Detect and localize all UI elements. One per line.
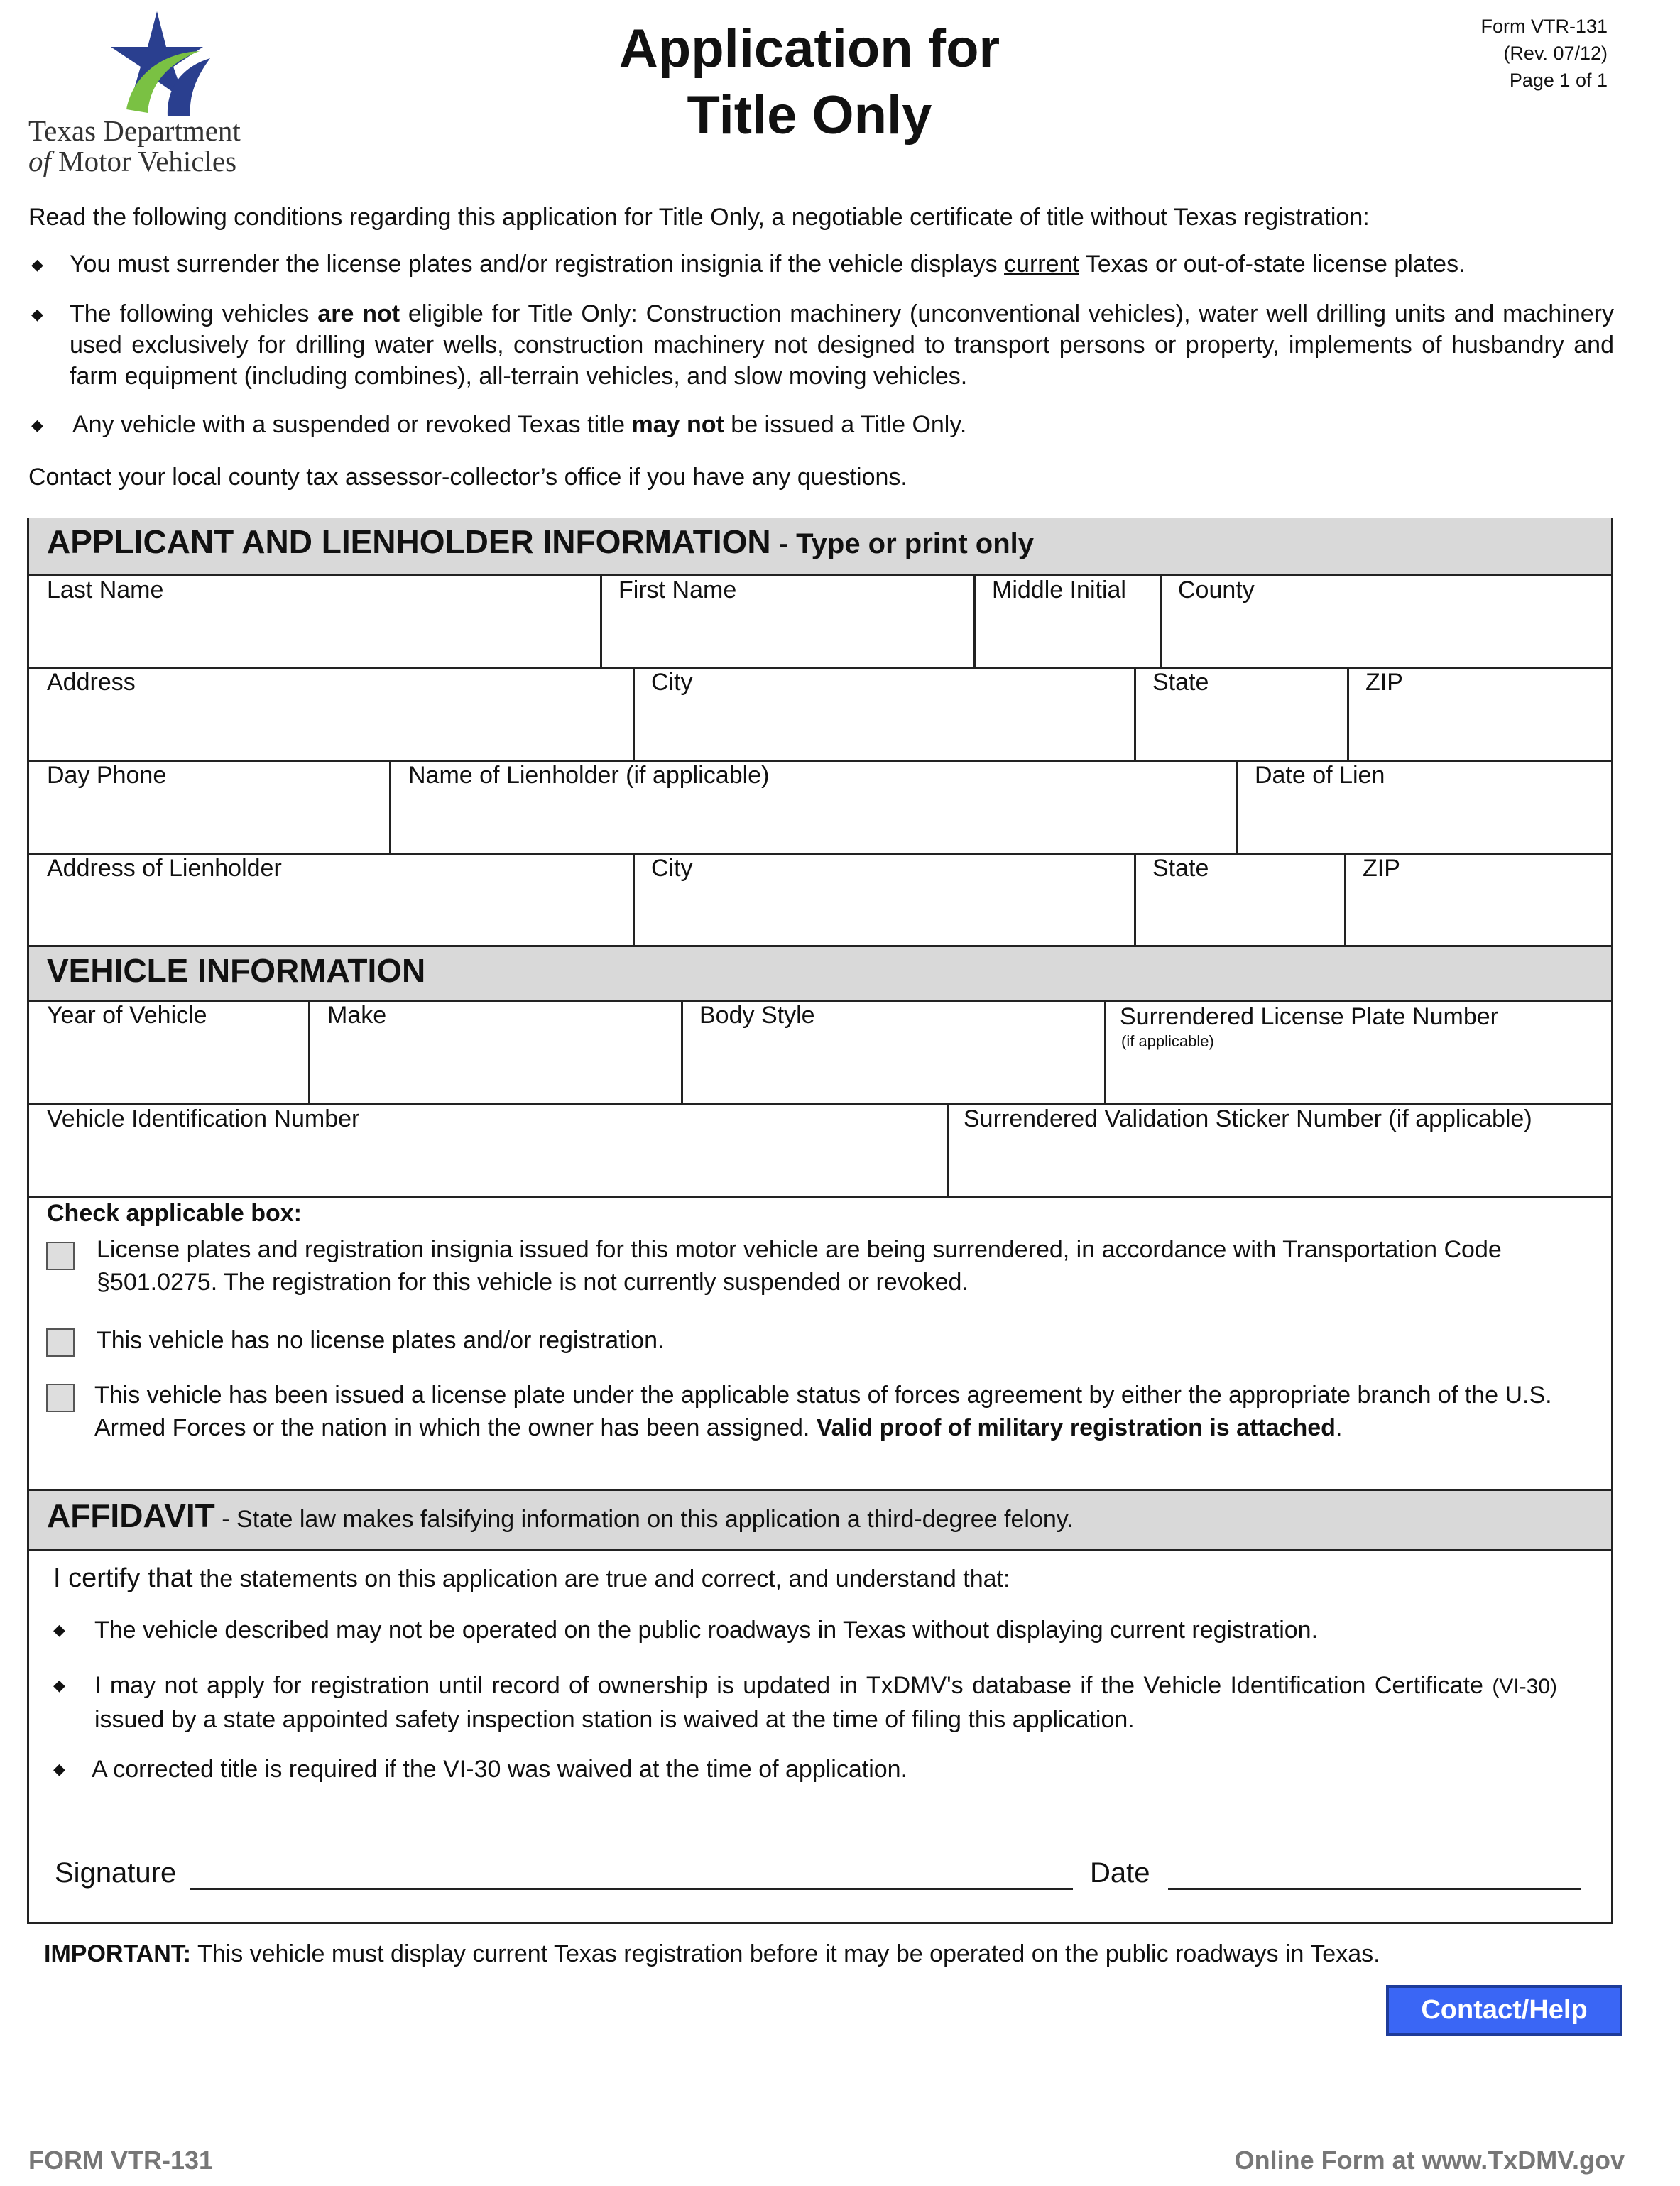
contact-help-button[interactable]: Contact/Help	[1386, 1985, 1622, 2036]
state-label: State	[1152, 669, 1209, 696]
lienholder-name-label: Name of Lienholder (if applicable)	[408, 762, 770, 789]
no-plates-option-text: This vehicle has no license plates and/or registration.	[97, 1327, 665, 1354]
affidavit-bullet-1: The vehicle described may not be operated on the public roadways in Texas without displaying current registration.	[94, 1617, 1319, 1644]
plate-number-label: Surrendered License Plate Number	[1120, 1003, 1498, 1030]
divider	[1104, 1001, 1106, 1104]
affidavit-dash: -	[214, 1506, 237, 1533]
bullet-icon: ◆	[31, 305, 43, 323]
check-heading: Check applicable box:	[47, 1200, 302, 1227]
certify-lead-rest: the statements on this application are true and correct, and understand that:	[192, 1565, 1010, 1592]
form-revision: (Rev. 07/12)	[1503, 43, 1608, 64]
form-number: Form VTR-131	[1480, 16, 1608, 37]
divider	[681, 1001, 683, 1104]
important-notice	[44, 1938, 1606, 1969]
lienholder-address-label: Address of Lienholder	[47, 855, 282, 882]
divider	[1160, 576, 1162, 667]
footer-form-number: FORM VTR-131	[28, 2146, 214, 2175]
no-plates-checkbox[interactable]	[46, 1328, 75, 1357]
middle-initial-label: Middle Initial	[992, 576, 1126, 603]
divider	[1344, 854, 1346, 946]
vehicle-section-header	[29, 945, 1611, 1002]
bullet-icon: ◆	[31, 416, 43, 434]
bullet-1-underline: current	[1004, 251, 1079, 278]
affidavit-section-header	[29, 1489, 1611, 1551]
application-form	[27, 518, 1613, 1924]
divider	[633, 668, 635, 760]
certify-lead-big: I certify that	[53, 1563, 193, 1593]
address-label: Address	[47, 669, 136, 696]
form-meta	[1324, 13, 1608, 94]
title-line-1: Application for	[618, 18, 1000, 79]
intro-lead: Read the following conditions regarding this application for Title Only, a negotiable certificate of title without Texas registration:	[28, 204, 1370, 231]
divider	[1134, 854, 1136, 946]
affidavit-note: State law makes falsifying information on this application a third-degree felony.	[236, 1506, 1074, 1533]
military-option-text	[94, 1379, 1593, 1444]
divider	[1236, 761, 1238, 853]
vin-label: Vehicle Identification Number	[47, 1105, 360, 1132]
military-checkbox[interactable]	[46, 1384, 75, 1412]
row-divider	[29, 1196, 1611, 1198]
lienholder-zip-label: ZIP	[1363, 855, 1400, 882]
bullet-1-text: You must surrender the license plates and/or registration insignia if the vehicle displays	[70, 251, 1005, 278]
date-of-lien-label: Date of Lien	[1255, 762, 1385, 789]
divider	[633, 854, 635, 946]
zip-label: ZIP	[1365, 669, 1403, 696]
page-title	[454, 16, 1164, 149]
plate-number-note: (if applicable)	[1121, 1032, 1214, 1050]
divider	[600, 576, 602, 667]
applicant-heading-text: APPLICANT AND LIENHOLDER INFORMATION	[47, 523, 771, 560]
important-label: IMPORTANT:	[44, 1940, 192, 1967]
applicant-section-header	[29, 518, 1611, 576]
date-line[interactable]	[1168, 1888, 1581, 1890]
military-text: This vehicle has been issued a license plate under the applicable status of forces agreement by either the appropriate branch of the U.S. Armed Forces or the nation in which the owner has been assigned.	[94, 1382, 1552, 1441]
bullet-3-text-end: be issued a Title Only.	[724, 411, 967, 438]
year-label: Year of Vehicle	[47, 1002, 207, 1029]
make-label: Make	[327, 1002, 387, 1029]
body-style-label: Body Style	[699, 1002, 815, 1029]
applicant-subheading: - Type or print only	[770, 528, 1034, 559]
affidavit-bullet-2-text-end: issued by a state appointed safety inspection station is waived at the time of filing this application.	[94, 1706, 1135, 1733]
bullet-icon: ◆	[53, 1676, 65, 1694]
military-bold: Valid proof of military registration is attached	[816, 1414, 1336, 1441]
bullet-icon: ◆	[53, 1621, 65, 1639]
bullet-3-text: Any vehicle with a suspended or revoked Texas title	[72, 411, 632, 438]
lienholder-state-label: State	[1152, 855, 1209, 882]
surrendered-checkbox[interactable]	[46, 1242, 75, 1270]
affidavit-heading	[47, 1497, 1074, 1535]
certify-lead	[53, 1564, 1010, 1593]
affidavit-bullet-2-small: (VI-30)	[1492, 1675, 1557, 1698]
affidavit-heading-text: AFFIDAVIT	[47, 1497, 215, 1534]
intro-contact: Contact your local county tax assessor-collector’s office if you have any questions.	[28, 464, 907, 491]
divider	[389, 761, 391, 853]
city-label: City	[651, 669, 693, 696]
bullet-2-text: The following vehicles	[70, 300, 318, 327]
county-label: County	[1178, 576, 1255, 603]
footer-online-link[interactable]: Online Form at www.TxDMV.gov	[1234, 2146, 1625, 2175]
affidavit-bullet-2	[94, 1669, 1557, 1736]
vehicle-heading: VEHICLE INFORMATION	[47, 952, 426, 989]
intro-bullet-1	[70, 248, 1625, 280]
applicant-heading	[47, 523, 1034, 561]
agency-line-1: Texas Department	[28, 114, 241, 147]
military-text-end: .	[1335, 1414, 1343, 1441]
intro-bullet-2	[70, 298, 1614, 392]
divider	[947, 1105, 949, 1197]
star-logo-icon	[82, 10, 224, 116]
bullet-2-bold: are not	[317, 300, 400, 327]
first-name-label: First Name	[618, 576, 737, 603]
lienholder-city-label: City	[651, 855, 693, 882]
divider	[308, 1001, 310, 1104]
bullet-2-text-end: eligible for Title Only: Construction machinery (unconventional vehicles), water well drilling units and machinery used exclusively for drilling water wells, construction machinery not designed to transport persons or property, implements of husbandry and farm equipment (including combines), all-terrain vehicles, and slow moving vehicles.	[70, 300, 1614, 390]
important-text: This vehicle must display current Texas registration before it may be operated on the public roadways in Texas.	[191, 1940, 1380, 1967]
divider	[973, 576, 976, 667]
bullet-icon: ◆	[53, 1760, 65, 1778]
sticker-label: Surrendered Validation Sticker Number (if applicable)	[964, 1105, 1532, 1132]
bullet-3-bold: may not	[631, 411, 724, 438]
day-phone-label: Day Phone	[47, 762, 167, 789]
page-number: Page 1 of 1	[1509, 70, 1608, 91]
divider	[1347, 668, 1349, 760]
agency-of: of	[28, 145, 51, 177]
date-label: Date	[1090, 1857, 1150, 1889]
signature-label: Signature	[55, 1857, 177, 1889]
agency-name	[28, 116, 241, 177]
divider	[1134, 668, 1136, 760]
last-name-label: Last Name	[47, 576, 164, 603]
title-line-2: Title Only	[687, 85, 932, 146]
bullet-icon: ◆	[31, 256, 43, 273]
agency-line-2: Motor Vehicles	[58, 145, 237, 177]
affidavit-bullet-2-text: I may not apply for registration until record of ownership is updated in TxDMV's database if the Vehicle Identification Certificate	[94, 1672, 1493, 1699]
bullet-1-text-end: Texas or out-of-state license plates.	[1079, 251, 1466, 278]
signature-line[interactable]	[190, 1888, 1073, 1890]
affidavit-bullet-3: A corrected title is required if the VI-30 was waived at the time of application.	[92, 1756, 908, 1783]
intro-bullet-3	[72, 409, 1613, 440]
surrendered-option-text: License plates and registration insignia issued for this motor vehicle are being surrendered, in accordance with Transportation Code §501.0275. The registration for this vehicle is not currently suspended or revoked.	[97, 1236, 1502, 1296]
